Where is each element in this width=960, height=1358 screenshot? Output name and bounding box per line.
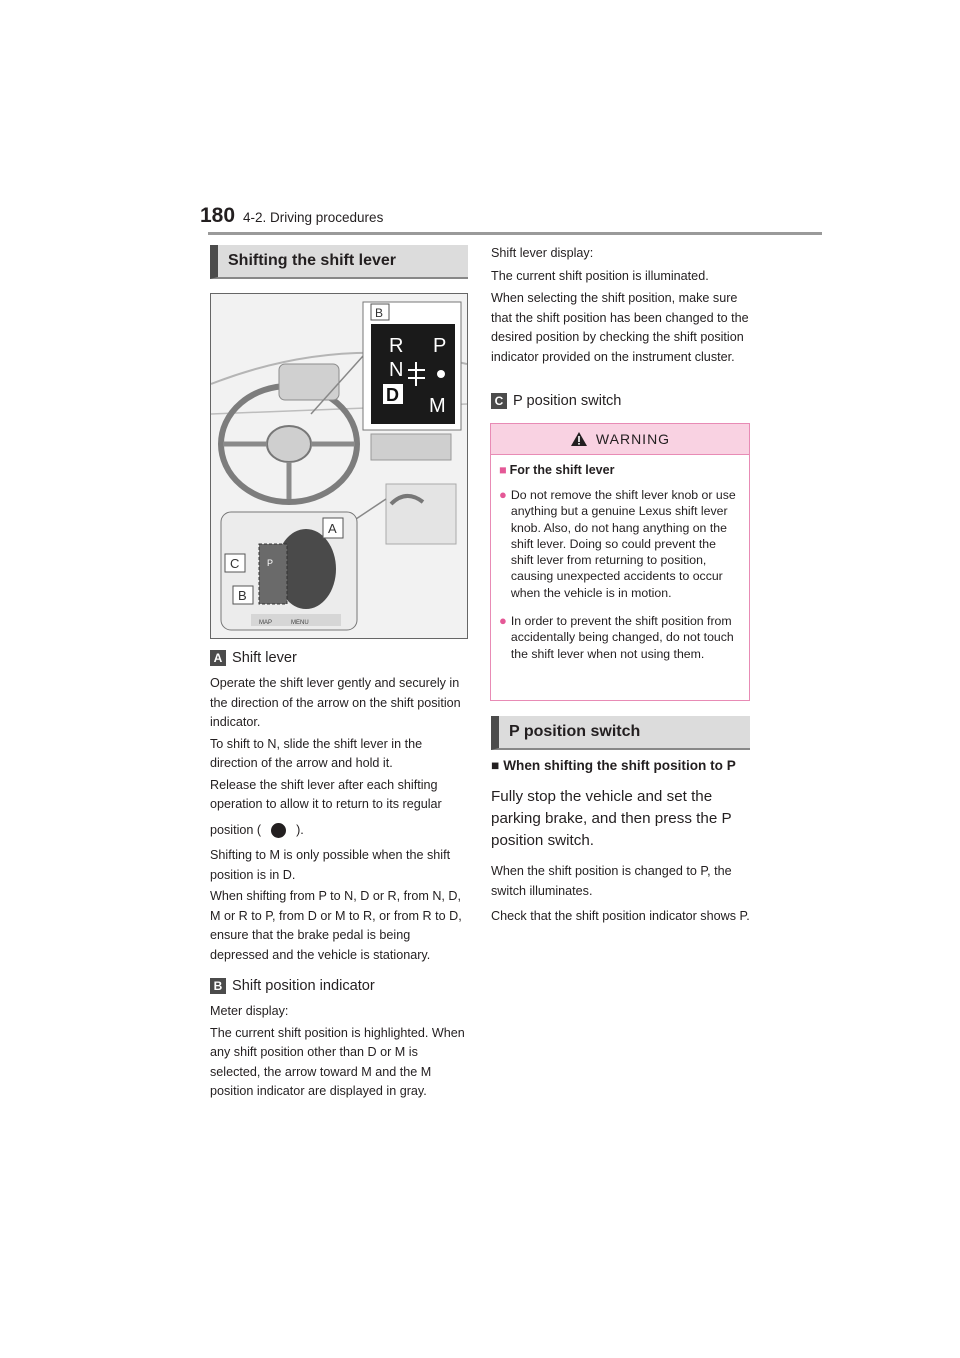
item-c-heading — [491, 393, 621, 409]
callout-c: C — [230, 556, 240, 571]
item-b-heading — [210, 978, 375, 994]
item-b-letter: B — [210, 978, 226, 994]
section-title-shifting: Shifting the shift lever — [210, 245, 468, 279]
item-a-para-4: Shifting to M is only possible when the shift position is in D. — [210, 848, 451, 882]
display-letter-d: D — [386, 385, 399, 405]
warning-bullet-1-text: Do not remove the shift lever knob or use anything but a genuine Lexus shift lever knob. Also, do not hang anything on the shift lever. Doing so could prevent the shift lever from returning to position, causing unexpected accidents to occur when the vehicle is in motion. — [510, 488, 736, 600]
bullet-dot-icon: ● — [499, 613, 507, 629]
bullet-dot-icon: ● — [499, 487, 507, 502]
item-a-para-5: When shifting from P to N, D or R, from N, D, M or R to P, from D or M to R, or from R to D, ensure that the brake pedal is being depressed and the vehicle is stationary. — [210, 889, 462, 962]
item-c-label: P position switch — [513, 393, 622, 409]
position-dot-icon — [271, 823, 286, 838]
warning-triangle-icon — [570, 431, 588, 447]
item-c-letter: C — [491, 393, 507, 409]
svg-text:P: P — [267, 558, 274, 568]
item-a-para-3: Release the shift lever after each shifting operation to allow it to return to its regular — [210, 777, 442, 811]
warning-title: WARNING — [595, 431, 671, 447]
callout-b-bottom: B — [238, 588, 247, 603]
right-para-3: When selecting the shift position, make sure that the shift position has been changed to the desired position by checking the shift position indicator provided on the instrument cluster. — [491, 291, 749, 364]
warning-header — [491, 424, 749, 455]
console-map-label: MAP — [259, 620, 273, 626]
warning-bullet-2 — [499, 613, 741, 662]
warning-bullet-2-text: In order to prevent the shift position from accidentally being changed, do not touch the shift lever when not using them. — [510, 614, 734, 661]
callout-b-top: B — [375, 306, 384, 320]
warning-subhead-text: For the shift lever — [509, 463, 615, 477]
position-text: position ( — [210, 822, 262, 837]
sub-title — [491, 758, 753, 773]
item-a-body — [210, 674, 468, 965]
display-letter-r: R — [389, 335, 404, 357]
right-body-2 — [491, 786, 753, 927]
figure-illustration — [211, 294, 467, 638]
right-para-1: Shift lever display: — [491, 246, 594, 260]
item-b-body — [210, 1002, 468, 1102]
right-intro — [491, 244, 751, 367]
console-menu-label: MENU — [291, 620, 309, 626]
section-title-p-switch: P position switch — [491, 716, 750, 750]
sub-title-text: When shifting the shift position to P — [503, 758, 736, 773]
item-a-label: Shift lever — [232, 650, 297, 666]
item-b-para-2: The current shift position is highlighted. When any shift position other than D or M is selected, the arrow toward M and the M position indicator are displayed in gray. — [210, 1025, 465, 1098]
item-a-position-line — [210, 821, 468, 841]
warning-box — [490, 423, 750, 701]
item-a-para-1: Operate the shift lever gently and securely in the direction of the arrow on the shift position indicator. — [210, 676, 461, 729]
item-a-heading — [210, 650, 297, 666]
page-number: 180 — [200, 204, 236, 227]
right-para-2: The current shift position is illuminated. — [491, 268, 709, 283]
square-bullet-icon: ■ — [491, 758, 500, 773]
warning-subhead — [499, 463, 741, 477]
item-b-label: Shift position indicator — [232, 978, 375, 994]
section-name: 4-2. Driving procedures — [243, 210, 384, 225]
item-a-para-2: To shift to N, slide the shift lever in the direction of the arrow and hold it. — [210, 736, 423, 770]
right2-para-1: When the shift position is changed to P, the switch illuminates. — [491, 864, 732, 898]
shift-lever-figure — [210, 293, 468, 639]
item-b-para-1: Meter display: — [210, 1004, 289, 1018]
right2-para-2: Check that the shift position indicator shows P. — [491, 909, 750, 923]
display-letter-m: M — [429, 395, 446, 417]
position-close: ). — [296, 822, 304, 837]
square-bullet-icon: ■ — [499, 463, 507, 477]
main-para: Fully stop the vehicle and set the parking brake, and then press the P position switch. — [491, 788, 732, 849]
header-rule — [208, 232, 822, 235]
callout-a: A — [328, 521, 337, 536]
item-a-letter: A — [210, 650, 226, 666]
warning-bullet-1 — [499, 487, 741, 601]
display-letter-p: P — [433, 335, 447, 357]
display-letter-n: N — [389, 359, 404, 381]
